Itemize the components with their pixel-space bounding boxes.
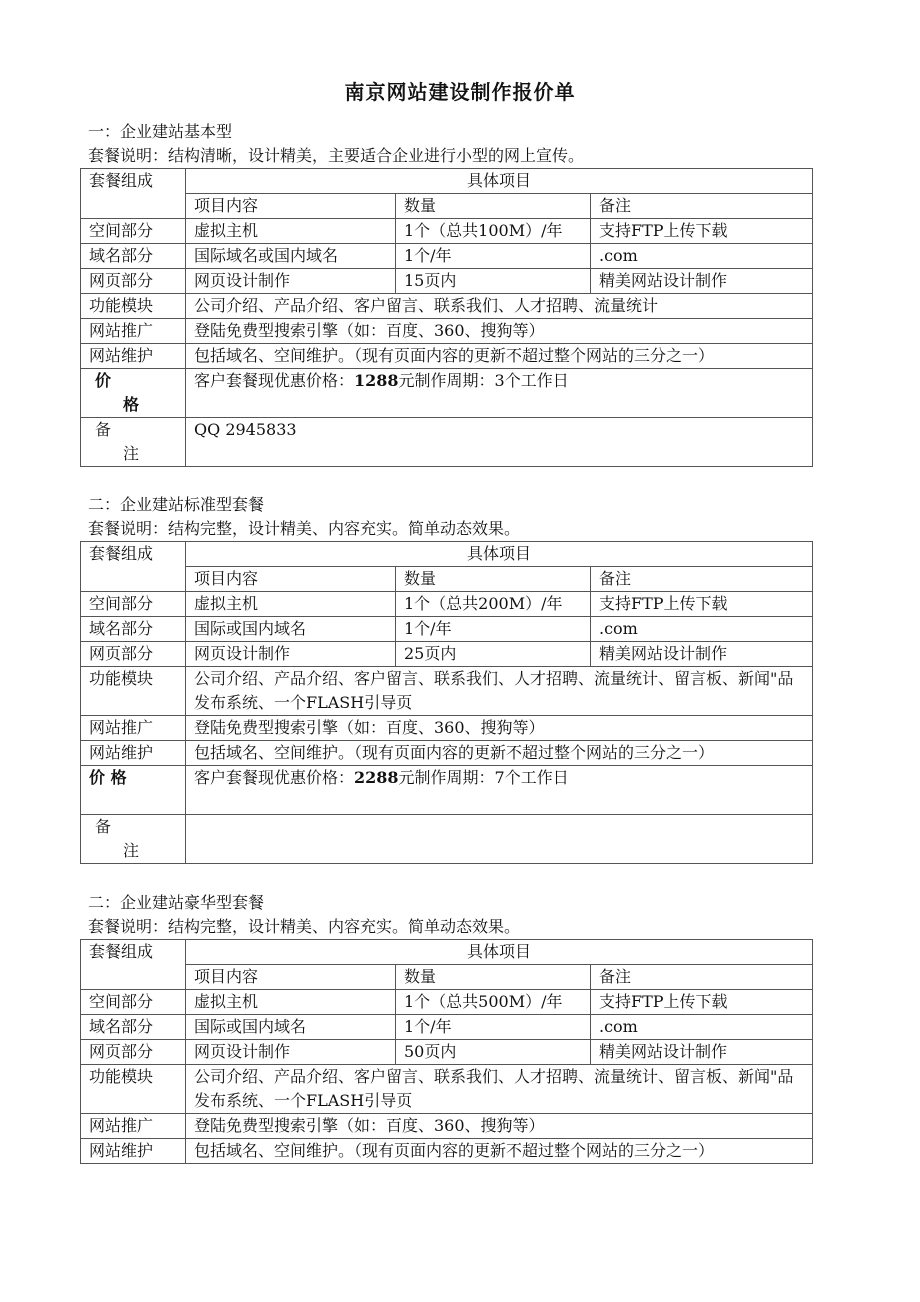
table-row xyxy=(81,219,813,244)
table-row xyxy=(81,344,813,369)
promo-text: 登陆免费型搜索引擎（如：百度、360、搜狗等） xyxy=(186,1114,813,1139)
subheader-content: 项目内容 xyxy=(186,567,396,592)
subheader-note: 备注 xyxy=(591,567,813,592)
table-row xyxy=(81,269,813,294)
row-qty: 50页内 xyxy=(396,1040,591,1065)
remark-text: QQ 2945833 xyxy=(186,418,813,467)
package-standard xyxy=(80,493,812,864)
subheader-qty: 数量 xyxy=(396,194,591,219)
maint-text: 包括域名、空间维护。（现有页面内容的更新不超过整个网站的三分之一） xyxy=(186,741,813,766)
table-row xyxy=(81,1015,813,1040)
row-qty: 15页内 xyxy=(396,269,591,294)
table-row xyxy=(81,1139,813,1164)
row-label: 网页部分 xyxy=(81,269,186,294)
page-title: 南京网站建设制作报价单 xyxy=(344,80,576,104)
table-row xyxy=(81,418,813,467)
remark-text xyxy=(186,815,813,864)
quote-table xyxy=(80,939,813,1164)
subheader-note: 备注 xyxy=(591,965,813,990)
row-note: .com xyxy=(591,1015,813,1040)
table-row xyxy=(81,244,813,269)
function-text: 公司介绍、产品介绍、客户留言、联系我们、人才招聘、流量统计、留言板、新闻"品发布系统、一个FLASH引导页 xyxy=(186,667,813,716)
row-content: 虚拟主机 xyxy=(186,219,396,244)
header-items-cell: 具体项目 xyxy=(186,542,813,567)
promo-text: 登陆免费型搜索引擎（如：百度、360、搜狗等） xyxy=(186,716,813,741)
price-value: 1288 xyxy=(354,371,399,390)
table-row xyxy=(81,716,813,741)
price-label: 价 格 xyxy=(81,766,186,815)
row-label: 网站推广 xyxy=(81,1114,186,1139)
row-qty: 1个（总共200M）/年 xyxy=(396,592,591,617)
table-row xyxy=(81,766,813,815)
table-row xyxy=(81,667,813,716)
row-label: 网页部分 xyxy=(81,1040,186,1065)
table-row xyxy=(81,815,813,864)
table-row xyxy=(81,369,813,418)
package-basic xyxy=(80,120,812,467)
row-label: 空间部分 xyxy=(81,990,186,1015)
row-label: 域名部分 xyxy=(81,617,186,642)
table-row xyxy=(81,642,813,667)
row-label: 网页部分 xyxy=(81,642,186,667)
row-label: 网站推广 xyxy=(81,716,186,741)
row-label: 域名部分 xyxy=(81,1015,186,1040)
subheader-content: 项目内容 xyxy=(186,194,396,219)
header-group-cell: 套餐组成 xyxy=(81,940,186,990)
row-note: 精美网站设计制作 xyxy=(591,269,813,294)
row-content: 网页设计制作 xyxy=(186,269,396,294)
package-deluxe xyxy=(80,891,812,1164)
table-row xyxy=(81,617,813,642)
section-heading: 二：企业建站豪华型套餐 xyxy=(88,893,265,912)
section-description: 套餐说明：结构清晰，设计精美，主要适合企业进行小型的网上宣传。 xyxy=(88,146,585,165)
price-text: 客户套餐现优惠价格：1288元制作周期：3个工作日 xyxy=(186,369,813,418)
header-group-cell: 套餐组成 xyxy=(81,169,186,219)
row-label: 功能模块 xyxy=(81,1065,186,1114)
table-row xyxy=(81,741,813,766)
quote-table xyxy=(80,168,813,467)
section-heading: 一：企业建站基本型 xyxy=(88,122,233,141)
table-row xyxy=(81,294,813,319)
function-text: 公司介绍、产品介绍、客户留言、联系我们、人才招聘、流量统计、留言板、新闻"品发布系统、一个FLASH引导页 xyxy=(186,1065,813,1114)
row-content: 网页设计制作 xyxy=(186,642,396,667)
row-label: 网站维护 xyxy=(81,1139,186,1164)
section-heading: 二：企业建站标准型套餐 xyxy=(88,495,265,514)
row-qty: 1个/年 xyxy=(396,244,591,269)
row-label: 空间部分 xyxy=(81,219,186,244)
row-content: 网页设计制作 xyxy=(186,1040,396,1065)
row-content: 国际或国内域名 xyxy=(186,617,396,642)
price-text: 客户套餐现优惠价格：2288元制作周期：7个工作日 xyxy=(186,766,813,815)
table-row xyxy=(81,592,813,617)
row-label: 功能模块 xyxy=(81,667,186,716)
row-label: 空间部分 xyxy=(81,592,186,617)
row-note: 精美网站设计制作 xyxy=(591,642,813,667)
table-row xyxy=(81,990,813,1015)
maint-text: 包括域名、空间维护。（现有页面内容的更新不超过整个网站的三分之一） xyxy=(186,344,813,369)
table-row xyxy=(81,1040,813,1065)
row-note: .com xyxy=(591,244,813,269)
row-label: 网站维护 xyxy=(81,741,186,766)
function-text: 公司介绍、产品介绍、客户留言、联系我们、人才招聘、流量统计 xyxy=(186,294,813,319)
header-items-cell: 具体项目 xyxy=(186,940,813,965)
subheader-qty: 数量 xyxy=(396,567,591,592)
row-content: 虚拟主机 xyxy=(186,990,396,1015)
table-row xyxy=(81,319,813,344)
row-content: 国际域名或国内域名 xyxy=(186,244,396,269)
row-label: 网站维护 xyxy=(81,344,186,369)
row-qty: 1个/年 xyxy=(396,1015,591,1040)
row-qty: 1个/年 xyxy=(396,617,591,642)
row-qty: 1个（总共100M）/年 xyxy=(396,219,591,244)
row-qty: 1个（总共500M）/年 xyxy=(396,990,591,1015)
remark-label: 备 注 xyxy=(81,815,186,864)
remark-label: 备 注 xyxy=(81,418,186,467)
row-note: 支持FTP上传下载 xyxy=(591,990,813,1015)
row-note: 支持FTP上传下载 xyxy=(591,219,813,244)
subheader-content: 项目内容 xyxy=(186,965,396,990)
maint-text: 包括域名、空间维护。（现有页面内容的更新不超过整个网站的三分之一） xyxy=(186,1139,813,1164)
subheader-note: 备注 xyxy=(591,194,813,219)
row-label: 网站推广 xyxy=(81,319,186,344)
row-note: 支持FTP上传下载 xyxy=(591,592,813,617)
table-row xyxy=(81,1065,813,1114)
quote-table xyxy=(80,541,813,864)
header-items-cell: 具体项目 xyxy=(186,169,813,194)
row-label: 域名部分 xyxy=(81,244,186,269)
section-description: 套餐说明：结构完整，设计精美、内容充实。简单动态效果。 xyxy=(88,917,521,936)
promo-text: 登陆免费型搜索引擎（如：百度、360、搜狗等） xyxy=(186,319,813,344)
row-label: 功能模块 xyxy=(81,294,186,319)
row-qty: 25页内 xyxy=(396,642,591,667)
price-label: 价 格 xyxy=(81,369,186,418)
section-description: 套餐说明：结构完整，设计精美、内容充实。简单动态效果。 xyxy=(88,519,521,538)
subheader-qty: 数量 xyxy=(396,965,591,990)
row-note: .com xyxy=(591,617,813,642)
table-row xyxy=(81,1114,813,1139)
row-note: 精美网站设计制作 xyxy=(591,1040,813,1065)
header-group-cell: 套餐组成 xyxy=(81,542,186,592)
price-value: 2288 xyxy=(354,768,399,787)
row-content: 国际或国内域名 xyxy=(186,1015,396,1040)
row-content: 虚拟主机 xyxy=(186,592,396,617)
